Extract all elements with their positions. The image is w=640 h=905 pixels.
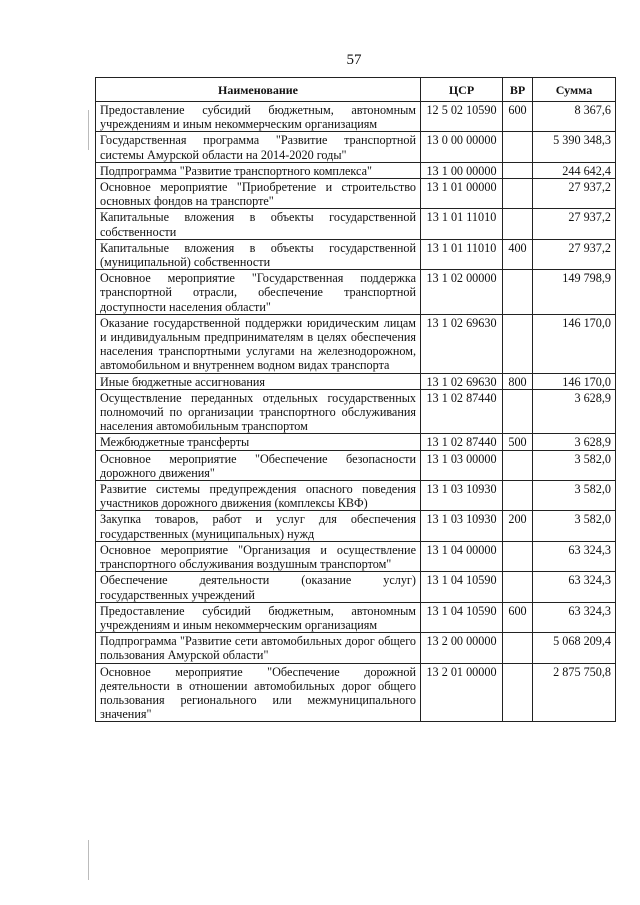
cell-csr: 13 1 00 00000: [421, 162, 503, 178]
cell-vr: 400: [503, 239, 533, 269]
cell-name: Предоставление субсидий бюджетным, автономным учреждениям и иным некоммерческим организациям: [96, 102, 421, 132]
cell-sum: 3 582,0: [533, 450, 616, 480]
table-header-row: [96, 78, 616, 102]
budget-table: [95, 77, 616, 722]
scan-margin-mark: [88, 110, 89, 150]
cell-vr: [503, 389, 533, 434]
cell-vr: [503, 663, 533, 722]
cell-csr: 13 1 02 87440: [421, 389, 503, 434]
cell-csr: 13 2 01 00000: [421, 663, 503, 722]
table-row: [96, 511, 616, 541]
cell-name: Основное мероприятие "Государственная поддержка транспортной отрасли, обеспечение транспортной доступности населения области": [96, 270, 421, 315]
cell-csr: 13 1 01 11010: [421, 239, 503, 269]
table-row: [96, 541, 616, 571]
table-row: [96, 633, 616, 663]
cell-sum: 27 937,2: [533, 209, 616, 239]
table-row: [96, 450, 616, 480]
scan-margin-mark: [88, 840, 89, 880]
cell-csr: 13 1 03 10930: [421, 481, 503, 511]
table-row: [96, 179, 616, 209]
cell-csr: 13 2 00 00000: [421, 633, 503, 663]
cell-vr: [503, 572, 533, 602]
table-row: [96, 132, 616, 162]
cell-name: Предоставление субсидий бюджетным, автономным учреждениям и иным некоммерческим организациям: [96, 602, 421, 632]
cell-vr: 500: [503, 434, 533, 450]
table-row: [96, 572, 616, 602]
cell-vr: 600: [503, 102, 533, 132]
cell-name: Основное мероприятие "Приобретение и строительство основных фондов на транспорте": [96, 179, 421, 209]
cell-sum: 244 642,4: [533, 162, 616, 178]
header-vr: ВР: [503, 78, 533, 102]
cell-csr: 13 1 04 00000: [421, 541, 503, 571]
cell-sum: 27 937,2: [533, 179, 616, 209]
table-row: [96, 209, 616, 239]
cell-csr: 13 1 01 00000: [421, 179, 503, 209]
cell-name: Иные бюджетные ассигнования: [96, 373, 421, 389]
cell-name: Закупка товаров, работ и услуг для обеспечения государственных (муниципальных) нужд: [96, 511, 421, 541]
table-body: [96, 102, 616, 722]
cell-name: Основное мероприятие "Обеспечение дорожной деятельности в отношении автомобильных дорог общего пользования регионального или межмуниципального значения": [96, 663, 421, 722]
cell-csr: 13 1 02 69630: [421, 314, 503, 373]
cell-csr: 13 1 03 10930: [421, 511, 503, 541]
cell-sum: 63 324,3: [533, 541, 616, 571]
header-name: Наименование: [96, 78, 421, 102]
cell-csr: 13 1 02 69630: [421, 373, 503, 389]
table-row: [96, 102, 616, 132]
cell-sum: 146 170,0: [533, 314, 616, 373]
cell-name: Государственная программа "Развитие транспортной системы Амурской области на 2014-2020 годы": [96, 132, 421, 162]
cell-vr: [503, 541, 533, 571]
table-row: [96, 162, 616, 178]
cell-sum: 146 170,0: [533, 373, 616, 389]
table-row: [96, 373, 616, 389]
table-row: [96, 389, 616, 434]
table-row: [96, 239, 616, 269]
cell-name: Осуществление переданных отдельных государственных полномочий по организации транспортного обслуживания населения автомобильным транспортом: [96, 389, 421, 434]
cell-vr: [503, 162, 533, 178]
cell-name: Развитие системы предупреждения опасного поведения участников дорожного движения (комплексы КВФ): [96, 481, 421, 511]
table-row: [96, 602, 616, 632]
cell-name: Основное мероприятие "Организация и осуществление транспортного обслуживания воздушным транспортом": [96, 541, 421, 571]
cell-csr: 13 1 02 87440: [421, 434, 503, 450]
cell-sum: 3 628,9: [533, 434, 616, 450]
cell-name: Капитальные вложения в объекты государственной собственности: [96, 209, 421, 239]
cell-vr: [503, 633, 533, 663]
table-row: [96, 481, 616, 511]
cell-name: Основное мероприятие "Обеспечение безопасности дорожного движения": [96, 450, 421, 480]
cell-csr: 13 0 00 00000: [421, 132, 503, 162]
cell-sum: 3 582,0: [533, 481, 616, 511]
cell-csr: 13 1 01 11010: [421, 209, 503, 239]
cell-vr: 600: [503, 602, 533, 632]
cell-csr: 13 1 04 10590: [421, 602, 503, 632]
cell-sum: 3 628,9: [533, 389, 616, 434]
cell-csr: 13 1 04 10590: [421, 572, 503, 602]
cell-vr: [503, 209, 533, 239]
cell-csr: 13 1 03 00000: [421, 450, 503, 480]
header-sum: Сумма: [533, 78, 616, 102]
cell-sum: 63 324,3: [533, 572, 616, 602]
cell-vr: [503, 314, 533, 373]
header-csr: ЦСР: [421, 78, 503, 102]
cell-vr: 200: [503, 511, 533, 541]
cell-name: Оказание государственной поддержки юридическим лицам и индивидуальным предпринимателям в целях обеспечения населения транспортными услугами на железнодорожном, автомобильном и внутреннем водном видах транспорта: [96, 314, 421, 373]
cell-vr: [503, 132, 533, 162]
cell-sum: 3 582,0: [533, 511, 616, 541]
cell-sum: 5 068 209,4: [533, 633, 616, 663]
cell-csr: 12 5 02 10590: [421, 102, 503, 132]
cell-sum: 2 875 750,8: [533, 663, 616, 722]
cell-name: Межбюджетные трансферты: [96, 434, 421, 450]
table-row: [96, 270, 616, 315]
cell-vr: [503, 270, 533, 315]
cell-sum: 8 367,6: [533, 102, 616, 132]
cell-vr: [503, 179, 533, 209]
cell-vr: 800: [503, 373, 533, 389]
cell-vr: [503, 481, 533, 511]
cell-name: Обеспечение деятельности (оказание услуг) государственных учреждений: [96, 572, 421, 602]
table-row: [96, 434, 616, 450]
cell-name: Капитальные вложения в объекты государственной (муниципальной) собственности: [96, 239, 421, 269]
cell-sum: 149 798,9: [533, 270, 616, 315]
cell-csr: 13 1 02 00000: [421, 270, 503, 315]
cell-name: Подпрограмма "Развитие транспортного комплекса": [96, 162, 421, 178]
table-row: [96, 663, 616, 722]
table-row: [96, 314, 616, 373]
cell-sum: 63 324,3: [533, 602, 616, 632]
cell-sum: 5 390 348,3: [533, 132, 616, 162]
cell-name: Подпрограмма "Развитие сети автомобильных дорог общего пользования Амурской области": [96, 633, 421, 663]
cell-sum: 27 937,2: [533, 239, 616, 269]
cell-vr: [503, 450, 533, 480]
page-number: 57: [346, 52, 362, 68]
